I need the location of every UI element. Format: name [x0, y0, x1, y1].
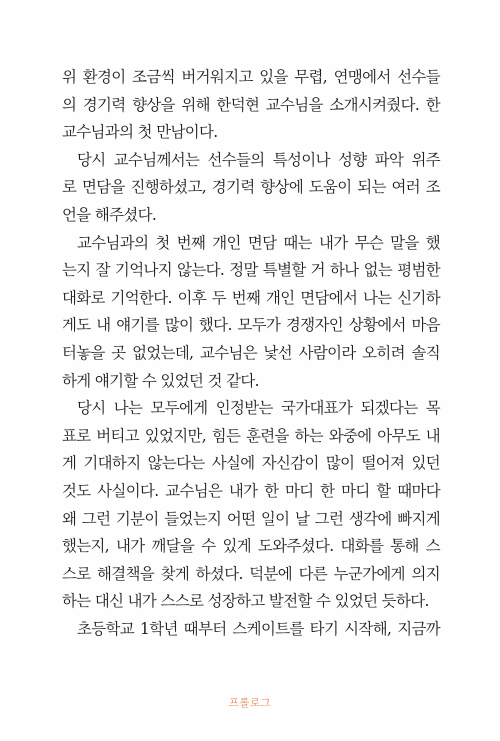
running-footer-title: 프롤로그 [228, 697, 272, 709]
text-line: 위 환경이 조금씩 버거워지고 있을 무렵, 연맹에서 선수들 [62, 68, 440, 86]
text-line: 하는 대신 내가 스스로 성장하고 발전할 수 있었던 듯하다. [62, 592, 429, 611]
text-line: 게 기대하지 않는다는 사실에 자신감이 많이 떨어져 있던 [62, 454, 440, 473]
text-line: 당시 교수님께서는 선수들의 특성이나 성향 파악 위주 [77, 150, 440, 169]
text-line: 는지 잘 기억나지 않는다. 정말 특별할 거 하나 없는 평범한 [62, 261, 440, 280]
text-line: 교수님과의 첫 번째 개인 면담 때는 내가 무슨 말을 했 [77, 233, 440, 252]
text-line: 했는지, 내가 깨달을 수 있게 도와주셨다. 대화를 통해 스 [62, 537, 440, 556]
text-line: 로 면담을 진행하셨고, 경기력 향상에 도움이 되는 여러 조 [62, 178, 440, 197]
text-line: 왜 그런 기분이 들었는지 어떤 일이 날 그런 생각에 빠지게 [62, 509, 440, 528]
text-line: 것도 사실이다. 교수님은 내가 한 마디 한 마디 할 때마다 [62, 481, 440, 500]
text-line: 교수님과의 첫 만남이다. [62, 123, 218, 142]
text-line: 표로 버티고 있었지만, 힘든 훈련을 하는 와중에 아무도 내 [62, 426, 440, 445]
text-line: 하게 얘기할 수 있었던 것 같다. [62, 371, 259, 390]
text-line: 스로 해결책을 찾게 하셨다. 덕분에 다른 누군가에게 의지 [62, 564, 440, 583]
text-line: 의 경기력 향상을 위해 한덕현 교수님을 소개시켜줬다. 한 [62, 95, 440, 114]
text-line: 게도 내 얘기를 많이 했다. 모두가 경쟁자인 상황에서 마음 [62, 316, 440, 335]
text-line: 초등학교 1학년 때부터 스케이트를 타기 시작해, 지금까 [77, 619, 440, 638]
body-text [62, 64, 440, 643]
text-line: 당시 나는 모두에게 인정받는 국가대표가 되겠다는 목 [77, 399, 440, 418]
text-line: 터놓을 곳 없었는데, 교수님은 낯선 사람이라 오히려 솔직 [62, 343, 440, 362]
text-line: 대화로 기억한다. 이후 두 번째 개인 면담에서 나는 신기하 [62, 288, 440, 307]
text-line: 언을 해주셨다. [62, 205, 157, 224]
